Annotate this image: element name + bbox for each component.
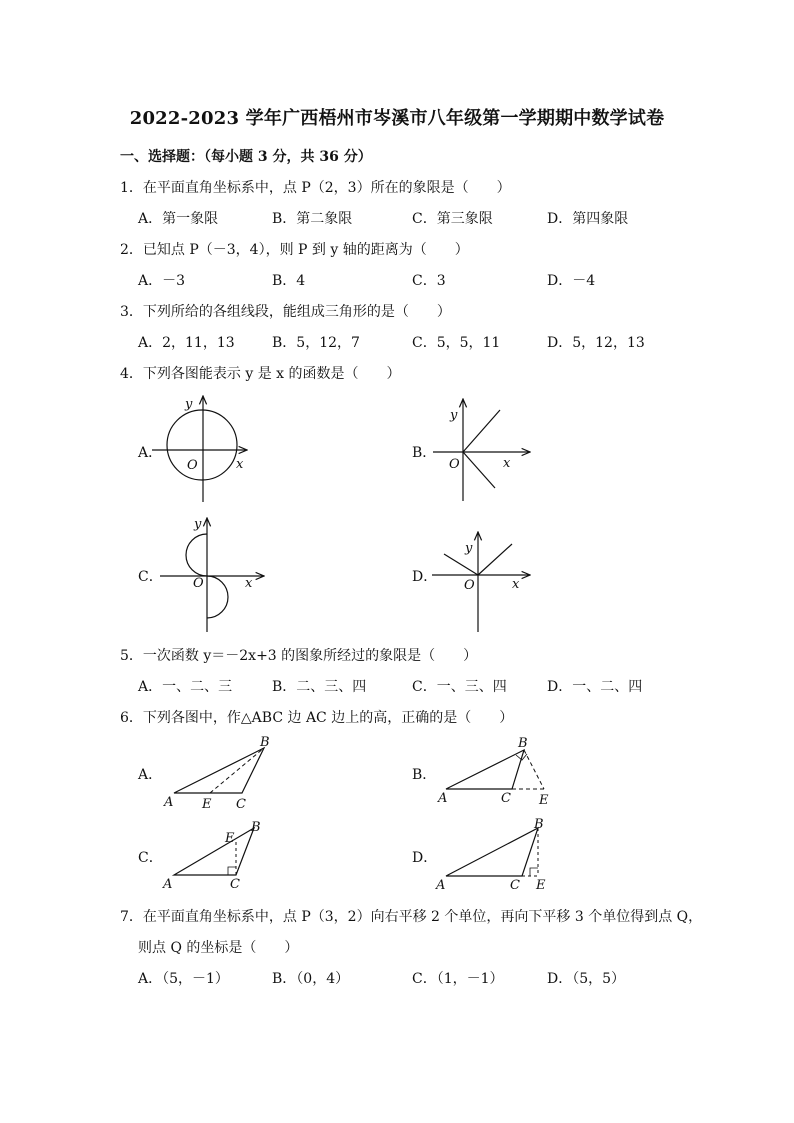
q4-figure-b-v-graph [430,395,545,505]
axis-y-label: y [185,397,193,412]
point-e-label: E [202,797,212,811]
vertex-b-label: B [534,817,544,832]
vertex-c-label: C [230,877,240,892]
point-e-label: E [539,793,549,808]
question-7-stem: 7．在平面直角坐标系中，点 P（3，2）向右平移 2 个单位，再向下平移 3 个单位得到点 Q， [120,909,703,925]
question-5-stem: 5．一次函数 y＝－2x+3 的图象所经过的象限是（ ） [120,648,478,664]
question-1-stem: 1．在平面直角坐标系中，点 P（2，3）所在的象限是（ ） [120,180,511,196]
q7-option-d: D．（5，5） [547,971,626,987]
q4-figure-d-v-graph [430,528,540,634]
origin-label: O [187,458,198,473]
q1-option-c: C．第三象限 [412,211,493,227]
vertex-a-label: A [163,877,173,892]
point-e-label: E [225,831,235,846]
axis-y-label: y [450,408,458,423]
q6-figure-b-label: B． [412,767,437,783]
q5-option-d: D．一、二、四 [547,679,643,695]
q7-option-a: A．（5，－1） [138,971,229,987]
axis-x-label: x [512,577,520,592]
vertex-c-label: C [236,797,246,811]
q7-option-c: C．（1，－1） [412,971,504,987]
axis-x-label: x [236,457,244,472]
point-e-label: E [536,878,546,893]
q3-option-b: B．5，12，7 [272,335,360,351]
q2-option-d: D．－4 [547,273,596,289]
q6-figure-c-label: C． [138,850,163,866]
q3-option-d: D．5，12，13 [547,335,645,351]
vertex-b-label: B [518,736,528,751]
q3-option-a: A．2，11，13 [138,335,235,351]
vertex-a-label: A [436,878,446,893]
q2-option-a: A．－3 [138,273,186,289]
page-title: 2022-2023 学年广西梧州市岑溪市八年级第一学期期中数学试卷 [129,108,665,129]
vertex-c-label: C [510,878,520,893]
axis-x-label: x [245,576,253,591]
q4-figure-a-label: A． [138,445,163,461]
q1-option-d: D．第四象限 [547,211,629,227]
vertex-a-label: A [164,795,174,810]
q7-option-b: B．（0，4） [272,971,350,987]
q6-figure-a-triangle [158,733,278,811]
question-4-stem: 4．下列各图能表示 y 是 x 的函数是（ ） [120,366,401,382]
axis-x-label: x [503,456,511,471]
vertex-b-label: B [260,735,270,750]
q6-figure-c-triangle [158,818,273,893]
q1-option-a: A．第一象限 [138,211,219,227]
q3-option-c: C．5，5，11 [412,335,501,351]
q2-option-b: B．4 [272,273,306,289]
q4-figure-d-label: D． [412,569,438,585]
q6-figure-d-triangle [432,816,557,894]
axis-y-label: y [465,541,473,556]
axis-y-label: y [194,517,202,532]
q1-option-b: B．第二象限 [272,211,353,227]
q6-figure-a-label: A． [138,767,163,783]
q6-figure-b-triangle [432,733,557,811]
question-7-stem-cont: 则点 Q 的坐标是（ ） [138,940,299,956]
vertex-c-label: C [501,791,511,806]
q6-figure-d-label: D． [412,850,438,866]
q4-figure-a-circle-graph [150,390,260,505]
q5-option-b: B．二、三、四 [272,679,367,695]
q2-option-c: C．3 [412,273,446,289]
vertex-a-label: A [438,791,448,806]
section-heading: 一、选择题：（每小题 3 分，共 36 分） [120,149,372,165]
q4-figure-c-label: C． [138,569,163,585]
q4-figure-b-label: B． [412,445,437,461]
vertex-b-label: B [251,820,261,835]
origin-label: O [449,457,460,472]
origin-label: O [193,576,204,591]
q5-option-a: A．一、二、三 [138,679,233,695]
question-3-stem: 3．下列所给的各组线段，能组成三角形的是（ ） [120,304,451,320]
q5-option-c: C．一、三、四 [412,679,507,695]
question-2-stem: 2．已知点 P（－3，4），则 P 到 y 轴的距离为（ ） [120,242,469,258]
question-6-stem: 6．下列各图中，作△ABC 边 AC 边上的高，正确的是（ ） [120,710,514,726]
q4-figure-c-semicircle-graph [158,514,270,636]
origin-label: O [464,578,475,593]
